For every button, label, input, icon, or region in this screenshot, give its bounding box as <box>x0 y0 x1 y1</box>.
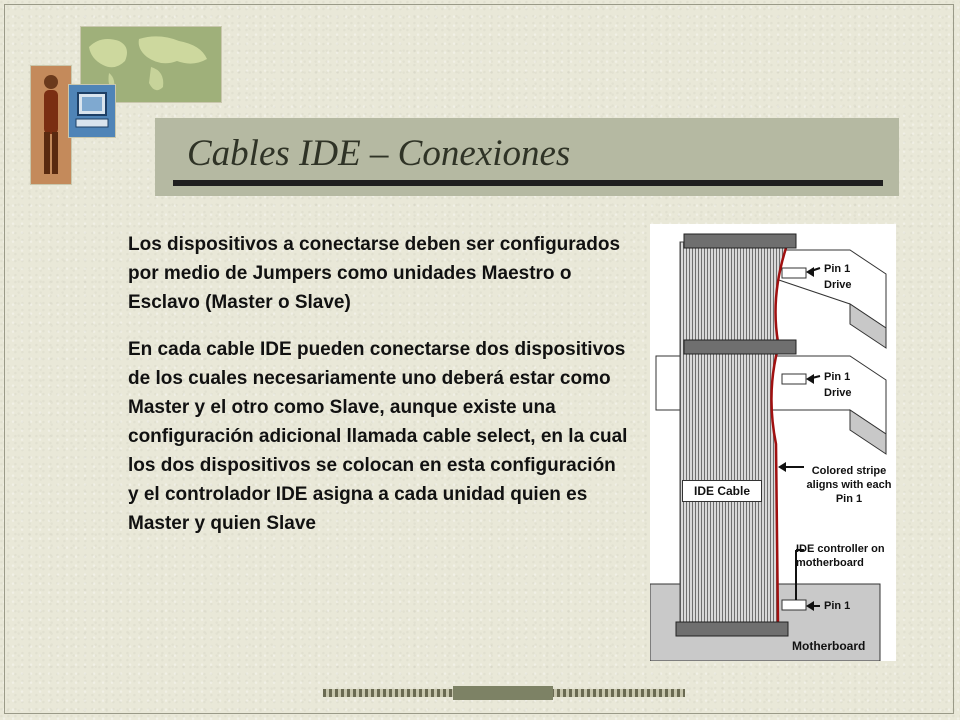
ribbon-cable <box>680 242 788 624</box>
pin1-drive-bottom-label: Pin 1 <box>824 371 851 383</box>
paragraph-jumpers: Los dispositivos a conectarse deben ser configurados por medio de Jumpers como unidades Maestro o Esclavo (Master o Slave) <box>128 234 621 313</box>
ide-cable-label: IDE Cable <box>682 480 762 502</box>
drive-top-label: Drive <box>824 279 852 291</box>
connector-drive-bottom <box>684 340 796 354</box>
connector-motherboard <box>676 622 788 636</box>
body-text <box>128 230 628 556</box>
controller-note: IDE controller on motherboard <box>796 543 885 569</box>
title-underline <box>173 180 883 186</box>
pin1-motherboard-label: Pin 1 <box>824 600 851 612</box>
ide-diagram-drawing <box>650 224 896 661</box>
page-title: Cables IDE – Conexiones <box>187 133 571 174</box>
drive-bottom-label: Drive <box>824 387 852 399</box>
person-icon <box>30 65 72 185</box>
connector-drive-top <box>684 234 796 248</box>
pin1-drive-top-label: Pin 1 <box>824 263 851 275</box>
footer-block <box>453 686 553 700</box>
title-bar <box>155 118 899 196</box>
computer-icon <box>68 84 116 138</box>
stripe-note: Colored stripe aligns with each Pin 1 <box>806 465 892 505</box>
paragraph-cable-select: En cada cable IDE pueden conectarse dos dispositivos de los cuales necesariamente uno deberá estar como Master y el otro como Slave, aunque existe una configuración adicional llamada cable select, en la cual los dos dispositivos se colocan en esta configuración y el controlador IDE asigna a cada unidad quien es Master y quien Slave <box>128 339 628 534</box>
motherboard-label: Motherboard <box>792 639 866 653</box>
ide-cable-diagram <box>650 224 896 661</box>
